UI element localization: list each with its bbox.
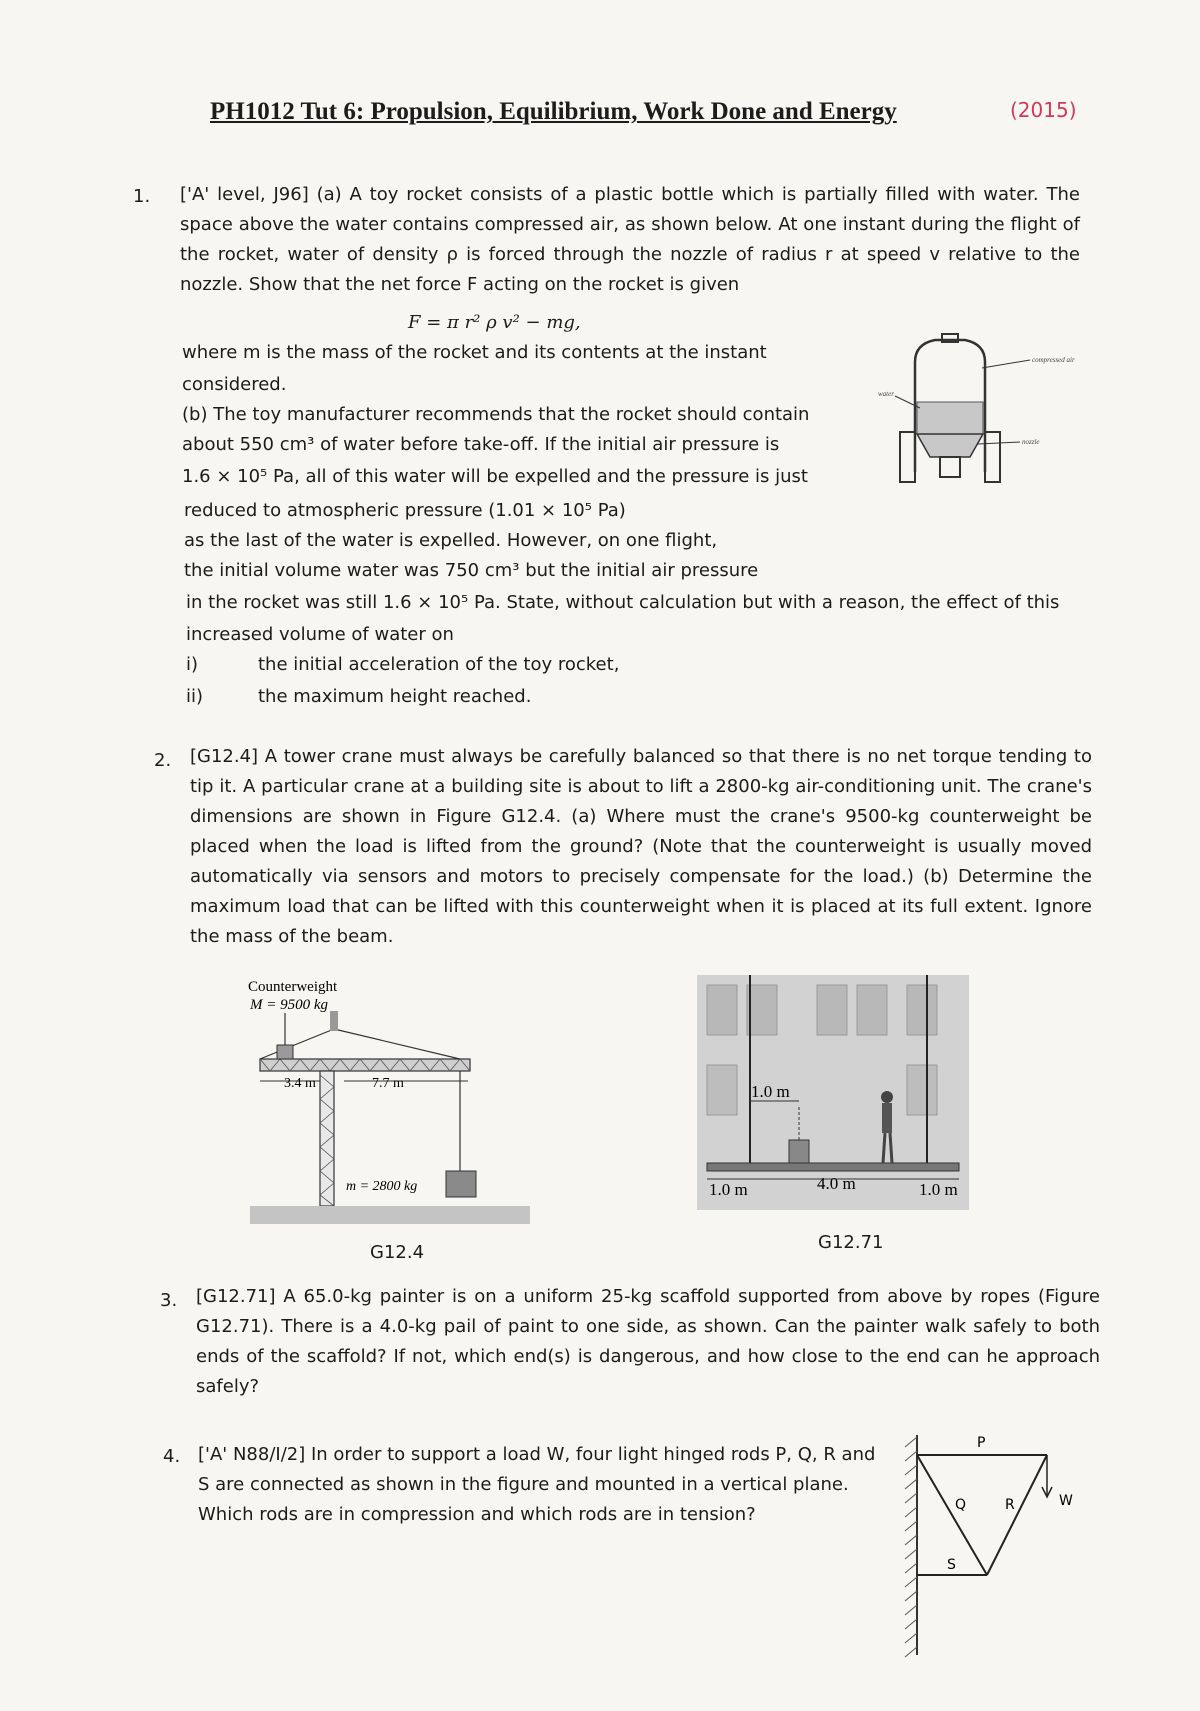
q1-line: increased volume of water on (186, 624, 454, 645)
q1-sub-ii-label: ii) (186, 686, 204, 707)
rod-q-label: Q (955, 1497, 967, 1513)
rocket-water-label: water (878, 390, 894, 398)
q4-text: ['A' N88/I/2] In order to support a load W, four light hinged rods P, Q, R and S are connected as shown in the figure and mounted in a vertical plane. Which rods are in compression and which rods are in tension? (198, 1444, 876, 1525)
rod-s-label: S (947, 1557, 956, 1573)
rod-r-label: R (1005, 1497, 1015, 1513)
page-title: PH1012 Tut 6: Propulsion, Equilibrium, Work Done and Energy (210, 98, 897, 125)
crane-cw-mass: M = 9500 kg (250, 997, 329, 1013)
rod-p-label: P (977, 1435, 986, 1451)
rocket-nozzle-label: nozzle (1022, 438, 1040, 446)
q1-line: reduced to atmospheric pressure (1.01 × 10⁵ Pa) (184, 500, 626, 521)
q2-text: [G12.4] A tower crane must always be carefully balanced so that there is no net torque tending to tip it. A particular crane at a building site is about to lift a 2800-kg air-conditioning unit. The crane's dimensions are shown in Figure G12.4. (a) Where must the crane's 9500-kg counterweight be placed when the load is lifted from the ground? (Note that the counterweight is usually moved automatically via sensors and motors to precisely compensate for the load.) (b) Determine the maximum load that can be lifted with this counterweight when it is placed at its full extent. Ignore the mass of the beam. (190, 746, 1092, 947)
q3-text: [G12.71] A 65.0-kg painter is on a uniform 25-kg scaffold supported from above by ropes (Figure G12.71). There is a 4.0-kg pail of paint to one side, as shown. Can the painter walk safely to both ends of the scaffold? If not, which end(s) is dangerous, and how close to the end can he approach safely? (196, 1286, 1100, 1397)
q1-intro: ['A' level, J96] (a) A toy rocket consists of a plastic bottle which is partially filled with water. The space above the water contains compressed air, as shown below. At one instant during the flight of the rocket, water of density ρ is forced through the nozzle of radius r at speed v relative to the nozzle. Show that the net force F acting on the rocket is given (180, 184, 1080, 295)
q1-sub-ii: the maximum height reached. (258, 686, 532, 707)
scaffold-d-mid: 4.0 m (817, 1174, 856, 1193)
q2-number: 2. (154, 750, 172, 771)
scaffold-h: 1.0 m (751, 1082, 790, 1101)
q3-number: 3. (160, 1290, 178, 1311)
scaffold-figure (697, 975, 969, 1210)
crane-load: m = 2800 kg (346, 1179, 418, 1194)
rocket-figure (860, 332, 1110, 492)
crane-figure (240, 975, 550, 1230)
q1-line: in the rocket was still 1.6 × 10⁵ Pa. State, without calculation but with a reason, the effect of this (186, 592, 1060, 613)
figure-caption-g12-4: G12.4 (370, 1242, 425, 1263)
crane-cw-label: Counterweight (248, 979, 338, 995)
q1-sub-i-label: i) (186, 654, 199, 675)
scaffold-d-left: 1.0 m (709, 1180, 748, 1199)
year-note: (2015) (1010, 98, 1077, 122)
q1-line: as the last of the water is expelled. However, on one flight, (184, 530, 718, 551)
rods-figure (895, 1425, 1095, 1680)
crane-d2: 7.7 m (372, 1076, 404, 1091)
q1-line: 1.6 × 10⁵ Pa, all of this water will be expelled and the pressure is just (182, 466, 808, 487)
q1-number: 1. (133, 186, 151, 207)
figure-caption-g12-71: G12.71 (818, 1232, 884, 1253)
load-w-label: W (1059, 1493, 1073, 1509)
rocket-air-label: compressed air (1032, 356, 1075, 364)
q1-line: where m is the mass of the rocket and its contents at the instant (182, 342, 767, 363)
q1-equation: F = π r² ρ v² − mg, (408, 312, 581, 333)
crane-d1: 3.4 m (284, 1076, 316, 1091)
q4-number: 4. (163, 1446, 181, 1467)
q1-line: (b) The toy manufacturer recommends that the rocket should contain (182, 404, 810, 425)
scaffold-d-right: 1.0 m (919, 1180, 958, 1199)
q1-line: about 550 cm³ of water before take-off. If the initial air pressure is (182, 434, 780, 455)
q1-line: considered. (182, 374, 287, 395)
q1-line: the initial volume water was 750 cm³ but the initial air pressure (184, 560, 759, 581)
q1-sub-i: the initial acceleration of the toy rocket, (258, 654, 620, 675)
